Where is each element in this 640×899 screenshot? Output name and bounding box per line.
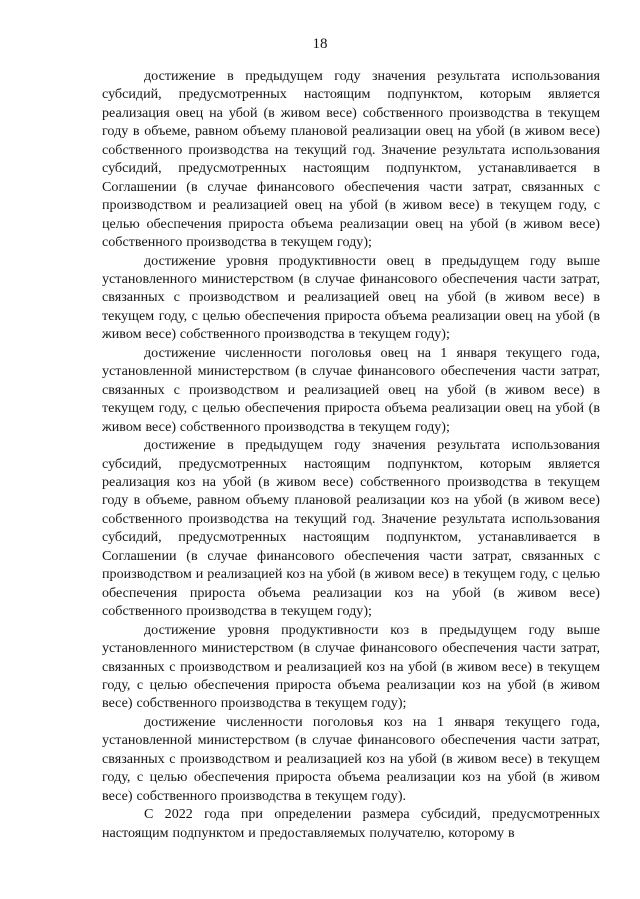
paragraph: достижение в предыдущем году значения результата использования субсидий, предусмотренных настоящим подпунктом, которым является реализация коз на убой (в живом весе) собственного производства в текущем году в объеме, равном объему плановой реализации коз на убой (в живом весе) собственного производства на текущий год. Значение результата использования субсидий, предусмотренных настоящим подпунктом, устанавливается в Соглашении (в случае финансового обеспечения части затрат, связанных с производством и реализацией коз на убой (в живом весе) в текущем году, с целью обеспечения прироста объема реализации коз на убой (в живом весе) собственного производства в текущем году); <box>102 437 600 620</box>
paragraph: достижение численности поголовья коз на 1 января текущего года, установленной министерством (в случае финансового обеспечения части затрат, связанных с производством и реализацией коз на убой (в живом весе) в текущем году, с целью обеспечения прироста объема реализации коз на убой (в живом весе) собственного производства в текущем году). <box>102 713 600 804</box>
paragraph: достижение в предыдущем году значения результата использования субсидий, предусмотренных настоящим подпунктом, которым является реализация овец на убой (в живом весе) собственного производства в текущем году в объеме, равном объему плановой реализации овец на убой (в живом весе) собственного производства на текущий год. Значение результата использования субсидий, предусмотренных настоящим подпунктом, устанавливается в Соглашении (в случае финансового обеспечения части затрат, связанных с производством и реализацией овец на убой (в живом весе) в текущем году, с целью обеспечения прироста объема реализации овец на убой (в живом весе) собственного производства в текущем году); <box>102 68 600 251</box>
page-number: 18 <box>312 36 328 52</box>
paragraph: С 2022 года при определении размера субсидий, предусмотренных настоящим подпунктом и предоставляемых получателю, которому в <box>102 806 600 841</box>
paragraph: достижение численности поголовья овец на 1 января текущего года, установленной министерством (в случае финансового обеспечения части затрат, связанных с производством и реализацией овец на убой (в живом весе) в текущем году, с целью обеспечения прироста объема реализации овец на убой (в живом весе) собственного производства в текущем году); <box>102 344 600 435</box>
paragraph: достижение уровня продуктивности коз в предыдущем году выше установленного министерством (в случае финансового обеспечения части затрат, связанных с производством и реализацией коз на убой (в живом весе) в текущем году, с целью обеспечения прироста объема реализации коз на убой (в живом весе) собственного производства в текущем году); <box>102 621 600 712</box>
document-body <box>102 67 600 842</box>
paragraph: достижение уровня продуктивности овец в предыдущем году выше установленного министерством (в случае финансового обеспечения части затрат, связанных с производством и реализацией овец на убой (в живом весе) в текущем году, с целью обеспечения прироста объема реализации овец на убой (в живом весе) собственного производства в текущем году); <box>102 252 600 343</box>
